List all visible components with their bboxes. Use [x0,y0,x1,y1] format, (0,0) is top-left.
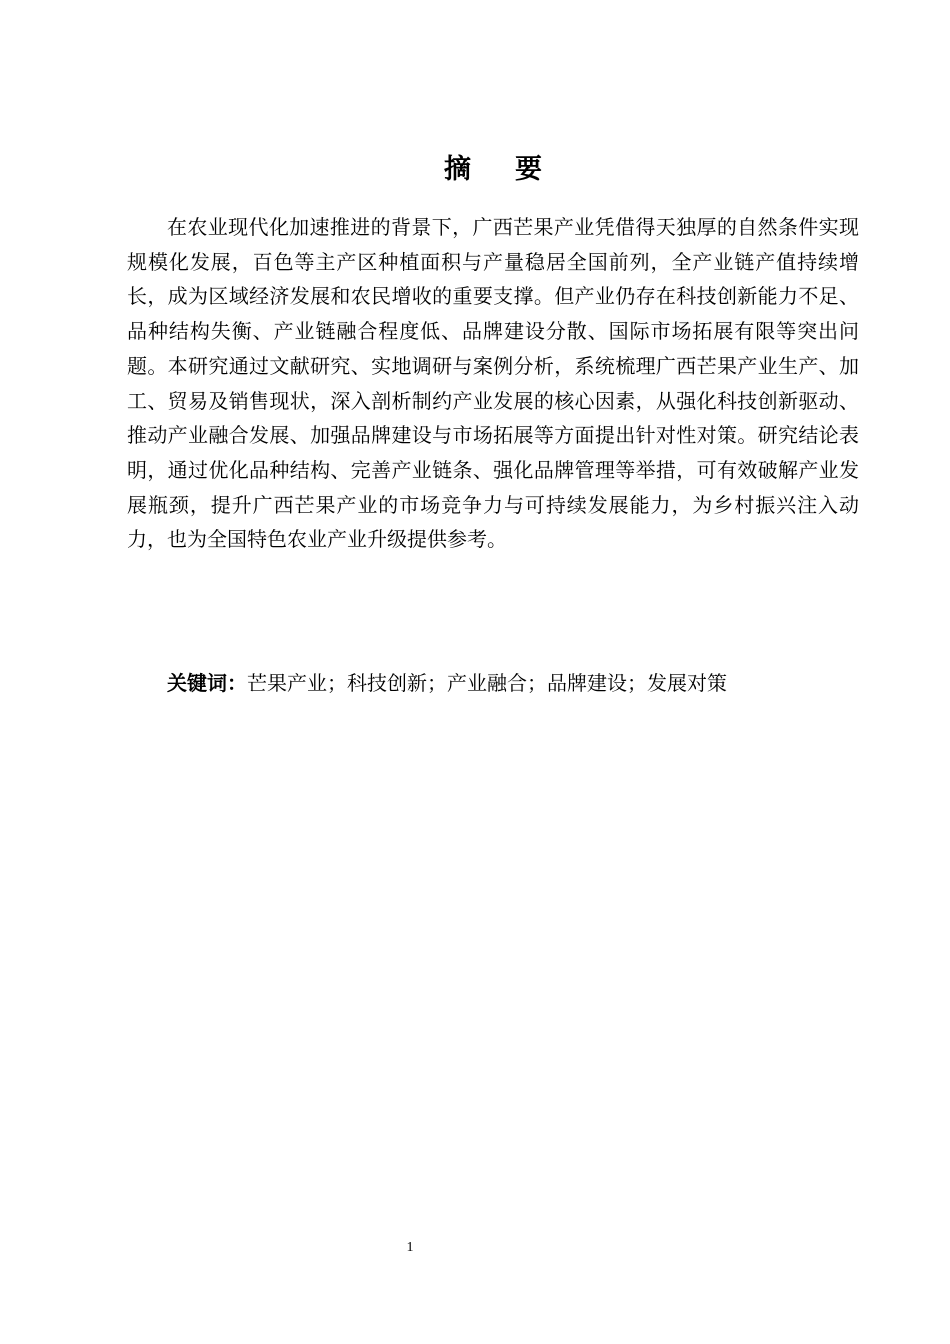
keywords-line [167,666,727,700]
abstract-title-char-1: 摘 [444,154,471,185]
keywords-value: 芒果产业；科技创新；产业融合；品牌建设；发展对策 [247,671,727,695]
keywords-label: 关键词： [167,671,247,695]
abstract-body: 在农业现代化加速推进的背景下，广西芒果产业凭借得天独厚的自然条件实现规模化发展，百色等主产区种植面积与产量稳居全国前列，全产业链产值持续增长，成为区域经济发展和农民增收的重要支撑。但产业仍存在科技创新能力不足、品种结构失衡、产业链融合程度低、品牌建设分散、国际市场拓展有限等突出问题。本研究通过文献研究、实地调研与案例分析，系统梳理广西芒果产业生产、加工、贸易及销售现状，深入剖析制约产业发展的核心因素，从强化科技创新驱动、推动产业融合发展、加强品牌建设与市场拓展等方面提出针对性对策。研究结论表明，通过优化品种结构、完善产业链条、强化品牌管理等举措，可有效破解产业发展瓶颈，提升广西芒果产业的市场竞争力与可持续发展能力，为乡村振兴注入动力，也为全国特色农业产业升级提供参考。 [127,215,859,552]
abstract-title-char-2: 要 [515,154,542,185]
page-number: 1 [406,1240,414,1255]
abstract-title [0,150,950,190]
